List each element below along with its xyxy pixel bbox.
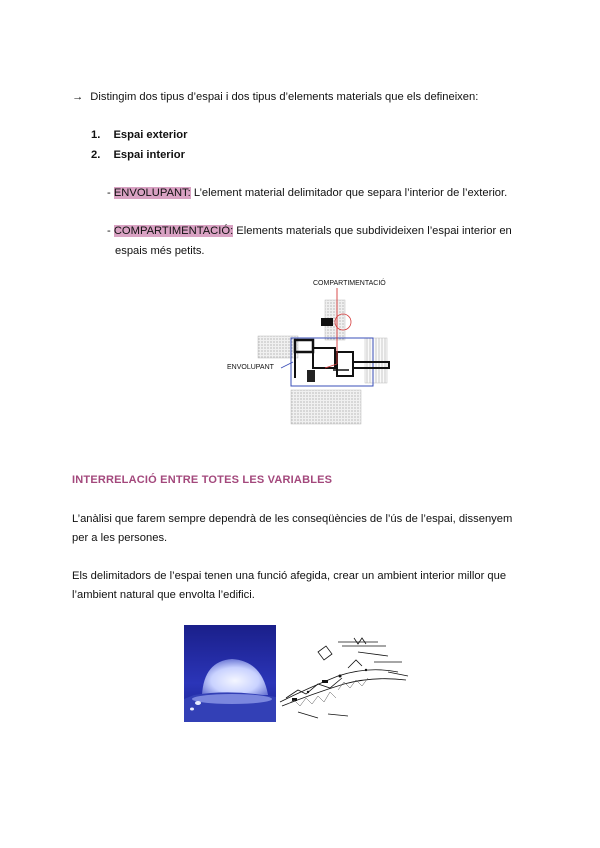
definition-compartimentacio (107, 225, 512, 237)
paragraph-2-line-1: Els delimitadors de l’espai tenen una funció afegida, crear un ambient interior millor que (72, 570, 507, 582)
floor-plan-drawing (225, 278, 425, 428)
section-title: INTERRELACIÓ ENTRE TOTES LES VARIABLES (72, 474, 333, 486)
definition-continuation: espais més petits. (115, 245, 205, 257)
igloo-image (184, 625, 276, 722)
list-number: 2. (91, 149, 101, 161)
list-item-2 (91, 149, 185, 161)
arrow-icon: → (72, 91, 84, 103)
paragraph-1-line-1: L’anàlisi que farem sempre dependrà de les conseqüències de l’ús de l’espai, dissenyem (72, 513, 513, 525)
list-item-1 (91, 129, 187, 141)
intro-text: Distingim dos tipus d’espai i dos tipus d’elements materials que els defineixen: (90, 91, 479, 103)
igloo-photo (184, 625, 276, 722)
list-label: Espai exterior (113, 129, 188, 141)
definition-term: COMPARTIMENTACIÓ: (113, 225, 234, 237)
paragraph-2-line-2: l’ambient natural que envolta l’edifici. (72, 589, 255, 601)
definition-envolupant (107, 187, 507, 199)
section-sketch (278, 632, 416, 722)
definition-dash: - (107, 225, 111, 237)
floor-plan-figure (225, 278, 425, 428)
list-label: Espai interior (113, 149, 185, 161)
definition-dash: - (107, 187, 111, 199)
paragraph-1-line-2: per a les persones. (72, 532, 168, 544)
list-number: 1. (91, 129, 101, 141)
definition-term: ENVOLUPANT: (113, 187, 191, 199)
plan-label-compartimentacio: COMPARTIMENTACIÓ (313, 280, 386, 287)
definition-text: L’element material delimitador que separa l’interior de l’exterior. (190, 187, 508, 199)
definition-text: Elements materials que subdivideixen l’espai interior en (233, 225, 512, 237)
plan-label-envolupant: ENVOLUPANT (227, 364, 274, 371)
intro-line (72, 91, 478, 103)
section-sketch-drawing (278, 632, 416, 722)
